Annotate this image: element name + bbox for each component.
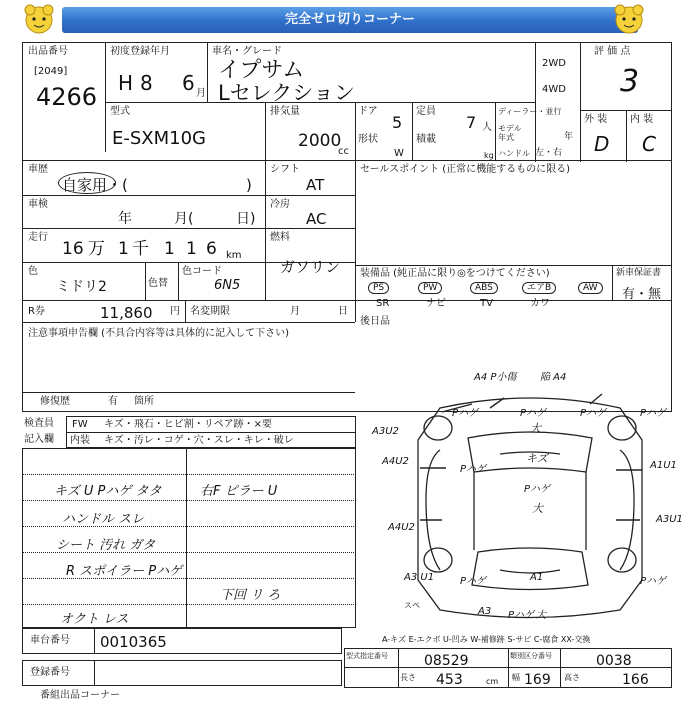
diag-mark-4: Pハゲ <box>520 408 547 419</box>
displacement-value: 2000 <box>298 131 342 151</box>
name-change-month: 月 <box>290 306 300 317</box>
checker-fw-items: キズ・飛石・ヒビ割・リペア跡・×要 <box>104 419 272 430</box>
drive-4wd: 4WD <box>542 84 566 95</box>
diag-mark-17: A3 U1 <box>404 572 435 583</box>
equip-aw: AW <box>578 282 603 294</box>
capacity-value: 7 <box>466 113 477 132</box>
equipment-label: 装備品 (純正品に限り◎をつけてください) <box>360 268 550 279</box>
mascot-left-icon <box>22 3 56 37</box>
handle-label: ハンドル <box>498 149 530 158</box>
car-grade: Lセレクション <box>218 81 355 105</box>
new-warranty-value: 有・無 <box>622 287 662 302</box>
diag-mark-2: 陥 A4 <box>540 372 567 383</box>
diag-mark-18: Pハゲ <box>460 576 487 587</box>
diag-mark-7: 大 <box>530 422 541 435</box>
inspection-year: 年 <box>118 211 132 227</box>
first-reg-year: 8 <box>140 71 153 95</box>
remark-3: シート 汚れ ガタ <box>56 538 156 553</box>
color-change-label: 色替 <box>148 278 168 289</box>
registration-box <box>22 660 342 686</box>
equip-leather: カワ <box>530 298 550 309</box>
displacement-label: 排気量 <box>270 106 300 117</box>
diag-mark-19: A1 <box>530 572 544 583</box>
spec-length-label: 長さ <box>400 673 416 682</box>
displacement-unit: cc <box>338 146 349 157</box>
repair-place: 箇所 <box>134 396 154 407</box>
spec-type-value: 08529 <box>424 653 469 669</box>
recycle-label: R券 <box>28 306 45 317</box>
color-code-label: 色コード <box>182 266 222 277</box>
checker-int-items: キズ・汚レ・コゲ・穴・スレ・キレ・破レ <box>104 435 294 446</box>
fuel-label: 燃料 <box>270 232 290 243</box>
capacity-label: 定員 <box>416 106 436 117</box>
usage-close: ) <box>246 176 252 194</box>
mileage-d4: 1 <box>186 239 197 259</box>
lot-sub: [2049] <box>34 66 68 77</box>
dealer-label: ディーラー・並行 <box>498 107 562 116</box>
diag-mark-23: 大 <box>536 610 546 621</box>
equip-pw: PW <box>418 282 442 294</box>
inspection-label: 車検 <box>28 199 48 210</box>
checker-label: 検査員 <box>24 418 54 429</box>
first-reg-month-unit: 月 <box>196 88 206 99</box>
doors-value: 5 <box>392 113 403 132</box>
equip-navi: ナビ <box>426 298 446 309</box>
shift-label: シフト <box>270 164 300 175</box>
ac-label: 冷房 <box>270 199 290 210</box>
diag-mark-1: A4 P小傷 <box>474 372 517 383</box>
model-label: 型式 <box>110 106 130 117</box>
color-value: ミドリ2 <box>56 279 107 295</box>
lot-number: 4266 <box>36 83 98 111</box>
spec-height: 166 <box>622 672 649 688</box>
diag-mark-22: Pハゲ <box>508 610 535 621</box>
remark-1: キズ U Pハゲ タタ <box>54 484 162 499</box>
spec-type-label: 型式指定番号 <box>346 652 388 660</box>
equip-sr: SR <box>376 298 390 309</box>
shape-label: 形状 <box>358 134 378 145</box>
remark-5: オクト レス <box>60 612 129 627</box>
mileage-u2: 千 <box>132 239 149 259</box>
mileage-d3: 1 <box>164 239 175 259</box>
score-ext: D <box>594 132 610 156</box>
capacity-unit: 人 <box>482 122 492 133</box>
score-int-label: 内 装 <box>630 114 654 125</box>
diag-mark-21: A3 <box>478 606 492 617</box>
footer-text: 番組出品コーナー <box>40 690 120 701</box>
name-change-label: 名変期限 <box>190 306 230 317</box>
color-code: 6N5 <box>214 278 241 293</box>
diag-mark-14: 大 <box>532 502 543 515</box>
diag-mark-16: Pハゲ <box>524 484 551 495</box>
mileage-unit: km <box>226 250 242 261</box>
remark-4: R スポイラー Pハゲ <box>66 564 183 579</box>
recycle-unit: 円 <box>170 306 180 317</box>
handle-value: 左・右 <box>535 148 563 158</box>
shape-value: W <box>394 148 404 159</box>
name-change-day: 日 <box>338 306 348 317</box>
spec-length: 453 <box>436 672 463 688</box>
drive-2wd: 2WD <box>542 58 566 69</box>
rear-seat-label: 後日品 <box>360 316 390 327</box>
color-label: 色 <box>28 266 38 277</box>
diag-mark-15: A4U2 <box>388 522 415 533</box>
checker-label2: 記入欄 <box>24 434 54 445</box>
spec-width-label: 幅 <box>512 673 520 682</box>
equip-airbag: エアB <box>522 282 556 294</box>
load-unit: kg <box>484 151 494 160</box>
usage-label: 車歴 <box>28 164 48 175</box>
usage-value: 自家用・( <box>62 176 128 194</box>
chassis-box <box>22 628 342 654</box>
damage-legend: A-キズ E-エクボ U-凹み W-補修跡 S-サビ C-腐食 XX-交換 <box>382 635 591 644</box>
doors-label: ドア <box>358 106 378 117</box>
diag-mark-24: スペ <box>404 601 420 610</box>
notes-label: 注意事項申告欄 (不具合内容等は具体的に記入して下さい) <box>28 328 289 339</box>
mileage-d2: 1 <box>118 239 129 259</box>
remark2-2: 下回 リ ろ <box>220 588 281 603</box>
mileage-d5: 6 <box>206 239 217 259</box>
new-warranty-label: 新車保証書 <box>616 268 662 278</box>
diag-mark-9: A1U1 <box>650 460 677 471</box>
remark-2: ハンドル スレ <box>62 512 145 527</box>
registration-label: 登録番号 <box>30 667 70 678</box>
repair-label: 修復歴 <box>40 396 70 407</box>
diag-mark-3: Pハゲ <box>452 408 479 419</box>
name-label: 車名・グレード <box>212 46 282 57</box>
chassis-label: 車台番号 <box>30 635 70 646</box>
spec-height-label: 高さ <box>564 673 580 682</box>
diag-mark-13: Pハゲ <box>460 464 487 475</box>
first-reg-label: 初度登録年月 <box>110 46 170 57</box>
chassis-value: 0010365 <box>100 633 167 651</box>
diag-mark-12: A3U1 <box>656 514 683 525</box>
score-label: 評 価 点 <box>594 46 631 57</box>
score-ext-label: 外 装 <box>584 114 608 125</box>
recycle-value: 11,860 <box>100 304 153 322</box>
diag-mark-5: Pハゲ <box>580 408 607 419</box>
checker-fw: FW <box>72 419 88 430</box>
first-reg-month: 6 <box>182 71 195 95</box>
inspection-month: 月( <box>174 211 194 227</box>
diag-mark-20: Pハゲ <box>640 576 667 587</box>
equip-tv: TV <box>480 298 493 309</box>
spec-unit: cm <box>486 677 499 686</box>
spec-class-value: 0038 <box>596 653 632 669</box>
sales-label: セールスポイント (正常に機能するものに限る) <box>360 164 571 175</box>
checker-int: 内装 <box>70 435 90 446</box>
spec-class-label: 類別区分番号 <box>510 652 552 660</box>
diag-mark-10: キズ <box>526 452 548 465</box>
spec-width: 169 <box>524 672 551 688</box>
equip-ps: PS <box>368 282 389 294</box>
shift-value: AT <box>306 176 325 194</box>
remark2-1: 右F ピラー U <box>200 484 278 499</box>
score-value: 3 <box>620 64 640 99</box>
diag-mark-8: A3U2 <box>372 426 399 437</box>
fuel-value: ガソリン <box>280 258 341 276</box>
mileage-label: 走行 <box>28 232 48 243</box>
first-reg-era: H <box>118 71 134 95</box>
lot-label: 出品番号 <box>28 46 68 57</box>
diag-mark-6: Pハゲ <box>640 408 667 419</box>
header-banner: 完全ゼロ切りコーナー <box>62 7 638 33</box>
diag-mark-11: A4U2 <box>382 456 409 467</box>
car-name: イプサム <box>218 58 305 83</box>
equip-abs: ABS <box>470 282 498 294</box>
model-value: E-SXM10G <box>112 128 207 149</box>
score-int: C <box>642 132 656 156</box>
inspection-day: 日) <box>236 211 256 227</box>
mileage-u1: 万 <box>88 239 105 259</box>
load-label: 積載 <box>416 134 436 145</box>
model-year-unit: 年 <box>564 132 574 142</box>
repair-value: 有 <box>108 396 118 407</box>
model-year-label: モデル年式 <box>498 124 522 142</box>
ac-value: AC <box>306 210 327 228</box>
mascot-right-icon <box>612 3 646 37</box>
mileage-d1: 16 <box>62 239 84 259</box>
